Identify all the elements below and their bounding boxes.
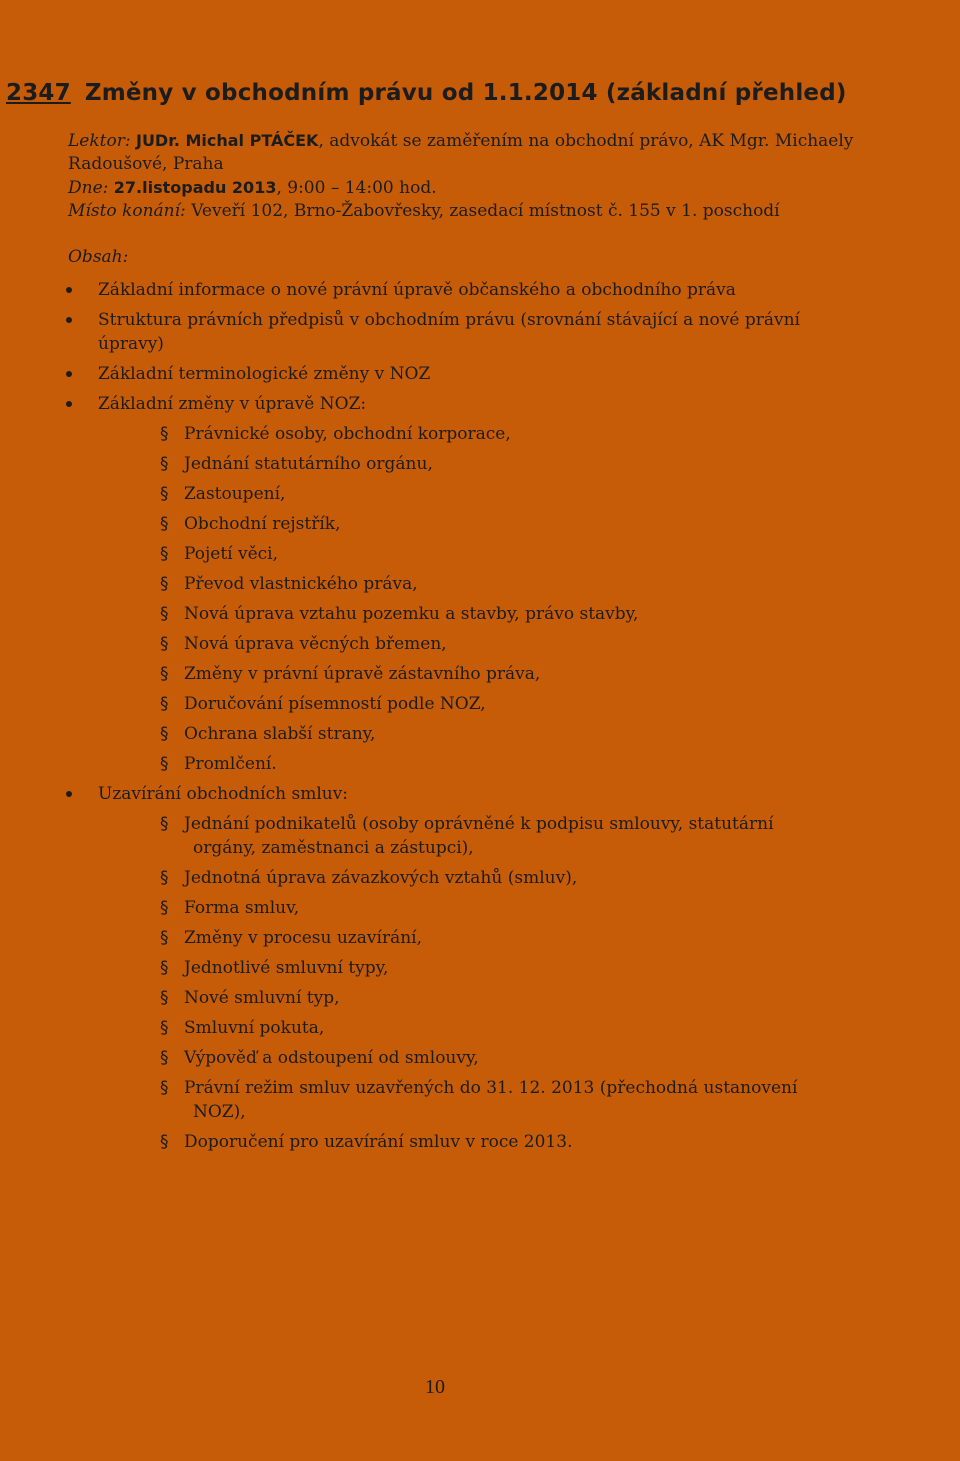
sublist-item: [0, 572, 844, 596]
section-sign-icon: §: [160, 958, 169, 978]
venue-label: Místo konání:: [68, 201, 186, 221]
section-sign-icon: §: [160, 1078, 169, 1098]
date-label: Dne:: [68, 178, 109, 198]
sublist-item-text: Jednání statutárního orgánu,: [184, 454, 433, 474]
document-heading: [6, 80, 847, 106]
section-sign-icon: §: [160, 1018, 169, 1038]
sublist-item: [0, 722, 844, 746]
sublist-item-text: Právní režim smluv uzavřených do 31. 12. 2013 (přechodná ustanovení: [184, 1078, 798, 1098]
bullet-icon: [66, 287, 72, 293]
sublist-item-text: Forma smluv,: [184, 898, 300, 918]
section-sign-icon: §: [160, 484, 169, 504]
sublist-item-text: Výpověď a odstoupení od smlouvy,: [184, 1048, 479, 1068]
section-sign-icon: §: [160, 898, 169, 918]
bullet-icon: [66, 791, 72, 797]
venue-value: Veveří 102, Brno-Žabovřesky, zasedací místnost č. 155 v 1. poschodí: [191, 201, 780, 221]
section-sign-icon: §: [160, 1132, 169, 1152]
section-sign-icon: §: [160, 754, 169, 774]
sublist-item-text: Doporučení pro uzavírání smluv v roce 2013.: [184, 1132, 573, 1152]
list-item: Struktura právních předpisů v obchodním právu (srovnání stávající a nové právní úpravy): [0, 308, 868, 356]
section-sign-icon: §: [160, 514, 169, 534]
sublist-item-text: Doručování písemností podle NOZ,: [184, 694, 486, 714]
bullet-icon: [66, 317, 72, 323]
sublist-item: [0, 1076, 844, 1124]
section-sign-icon: §: [160, 814, 169, 834]
lektor-name: JUDr. Michal PTÁČEK: [135, 131, 319, 150]
sublist-item-text: Smluvní pokuta,: [184, 1018, 325, 1038]
contents-list: [0, 278, 960, 1160]
lektor-detail: , advokát se zaměřením na obchodní právo, AK Mgr. Michaely Radoušové, Praha: [68, 131, 854, 174]
sublist-item-text: Jednotná úprava závazkových vztahů (smluv),: [184, 868, 578, 888]
section-sign-icon: §: [160, 424, 169, 444]
section-sign-icon: §: [160, 724, 169, 744]
sublist-item: [0, 542, 844, 566]
sublist-item-text: Ochrana slabší strany,: [184, 724, 376, 744]
section-sign-icon: §: [160, 868, 169, 888]
sublist-item: [0, 752, 844, 776]
list-item: Základní terminologické změny v NOZ: [0, 362, 868, 386]
section-sign-icon: §: [160, 1048, 169, 1068]
sublist-item-text: Obchodní rejstřík,: [184, 514, 341, 534]
course-number: 2347: [6, 80, 71, 106]
sublist-item: [0, 986, 844, 1010]
lektor-label: Lektor:: [68, 131, 131, 151]
sublist-item: [0, 1016, 844, 1040]
section-sign-icon: §: [160, 694, 169, 714]
sublist-item-text: NOZ),: [193, 1102, 246, 1122]
sublist-item: [0, 926, 844, 950]
section-sign-icon: §: [160, 634, 169, 654]
sublist-item-text: Změny v procesu uzavírání,: [184, 928, 422, 948]
list-item: Základní informace o nové právní úpravě občanského a obchodního práva: [0, 278, 868, 302]
section-sign-icon: §: [160, 664, 169, 684]
section-sign-icon: §: [160, 988, 169, 1008]
sublist-item: [0, 422, 844, 446]
sublist-item: [0, 452, 844, 476]
sublist-item-text: Převod vlastnického práva,: [184, 574, 418, 594]
sublist-item-text: Nová úprava vztahu pozemku a stavby, právo stavby,: [184, 604, 639, 624]
course-meta: [68, 129, 868, 223]
sublist-item: [0, 1130, 844, 1154]
section-sign-icon: §: [160, 544, 169, 564]
sublist-item-text: Jednotlivé smluvní typy,: [184, 958, 389, 978]
course-date: 27.listopadu 2013: [113, 178, 277, 197]
course-time: , 9:00 – 14:00 hod.: [276, 178, 437, 198]
sublist-item: [0, 896, 844, 920]
section-sign-icon: §: [160, 574, 169, 594]
section-sign-icon: §: [160, 454, 169, 474]
contracts-sublist: [0, 812, 960, 1154]
list-item: Uzavírání obchodních smluv:: [0, 782, 868, 806]
sublist-item: [0, 866, 844, 890]
bullet-icon: [66, 401, 72, 407]
sublist-item-text: Změny v právní úpravě zástavního práva,: [184, 664, 541, 684]
page-number: 10: [425, 1376, 445, 1398]
bullet-icon: [66, 371, 72, 377]
list-item: Základní změny v úpravě NOZ:: [0, 392, 868, 416]
sublist-item: [0, 1046, 844, 1070]
sublist-item-text: Nové smluvní typ,: [184, 988, 340, 1008]
sublist-item: [0, 692, 844, 716]
sublist-item-text: Pojetí věci,: [184, 544, 279, 564]
course-title: Změny v obchodním právu od 1.1.2014 (základní přehled): [84, 80, 847, 106]
sublist-item: [0, 662, 844, 686]
sublist-item: [0, 632, 844, 656]
sublist-item: [0, 512, 844, 536]
sublist-item: [0, 482, 844, 506]
sublist-item-text: orgány, zaměstnanci a zástupci),: [193, 838, 474, 858]
sublist-item-text: Nová úprava věcných břemen,: [184, 634, 447, 654]
sublist-item-text: Jednání podnikatelů (osoby oprávněné k podpisu smlouvy, statutární: [184, 814, 774, 834]
contents-label: Obsah:: [68, 247, 129, 267]
section-sign-icon: §: [160, 928, 169, 948]
sublist-item: [0, 602, 844, 626]
sublist-item: [0, 812, 844, 860]
sublist-item-text: Zastoupení,: [184, 484, 286, 504]
noz-sublist: [0, 422, 960, 776]
sublist-item: [0, 956, 844, 980]
section-sign-icon: §: [160, 604, 169, 624]
sublist-item-text: Právnické osoby, obchodní korporace,: [184, 424, 511, 444]
sublist-item-text: Promlčení.: [184, 754, 277, 774]
